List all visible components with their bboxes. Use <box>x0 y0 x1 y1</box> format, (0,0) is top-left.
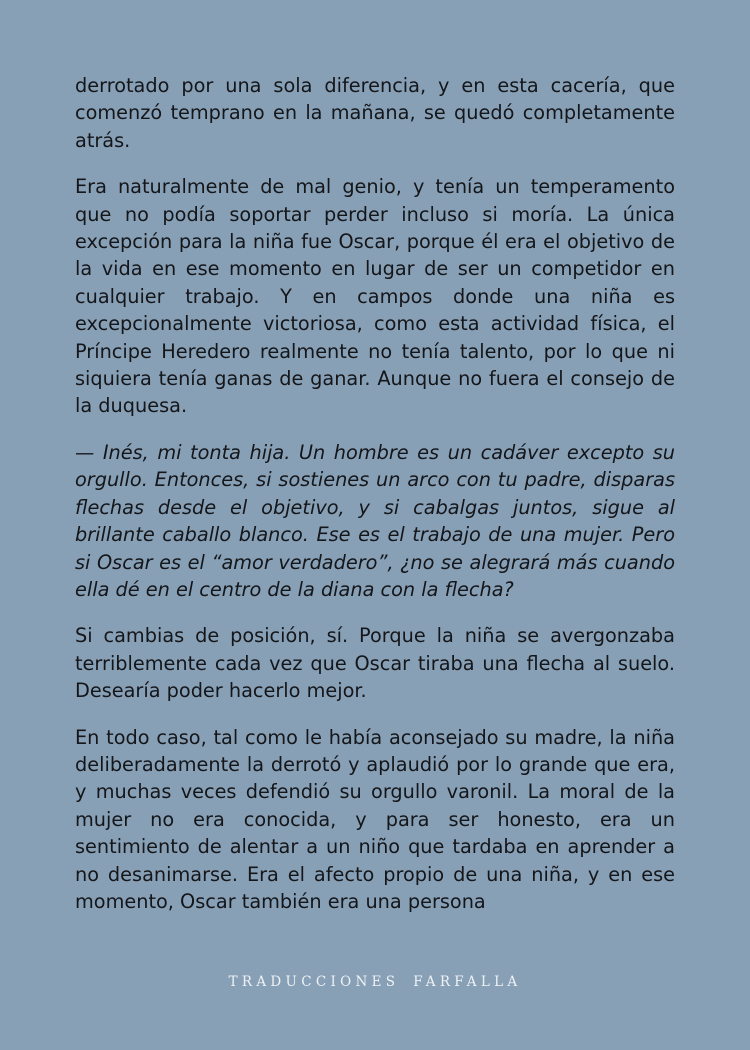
paragraph-2: Era naturalmente de mal genio, y tenía un temperamento que no podía soportar perder incluso si moría. La única excepción para la niña fue Oscar, porque él era el objetivo de la vida en ese momento en lugar de ser un competidor en cualquier trabajo. Y en campos donde una niña es excepcionalmente victoriosa, como esta actividad física, el Príncipe Heredero realmente no tenía talento, por lo que ni siquiera tenía ganas de ganar. Aunque no fuera el consejo de la duquesa. <box>75 175 675 418</box>
body-text <box>75 72 675 934</box>
footer-credit <box>0 974 750 990</box>
footer-word-2: FARFALLA <box>413 974 522 990</box>
footer-word-1: TRADUCCIONES <box>228 974 400 990</box>
paragraph-4: Si cambias de posición, sí. Porque la niña se avergonzaba terriblemente cada vez que Oscar tiraba una flecha al suelo. Desearía poder hacerlo mejor. <box>75 624 675 703</box>
paragraph-1: derrotado por una sola diferencia, y en esta cacería, que comenzó temprano en la mañana, se quedó completamente atrás. <box>75 74 675 152</box>
paragraph-3-dialogue: — Inés, mi tonta hija. Un hombre es un cadáver excepto su orgullo. Entonces, si sostienes un arco con tu padre, disparas flechas desde el objetivo, y si cabalgas juntos, sigue al brillante caballo blanco. Ese es el trabajo de una mujer. Pero si Oscar es el “amor verdadero”, ¿no se alegrará más cuando ella dé en el centro de la diana con la flecha? <box>75 440 675 601</box>
paragraph-5: En todo caso, tal como le había aconsejado su madre, la niña deliberadamente la derrotó y aplaudió por lo grande que era, y muchas veces defendió su orgullo varonil. La moral de la mujer no era conocida, y para ser honesto, era un sentimiento de alentar a un niño que tardaba en aprender a no desanimarse. Era el afecto propio de una niña, y en ese momento, Oscar también era una persona <box>75 725 675 913</box>
